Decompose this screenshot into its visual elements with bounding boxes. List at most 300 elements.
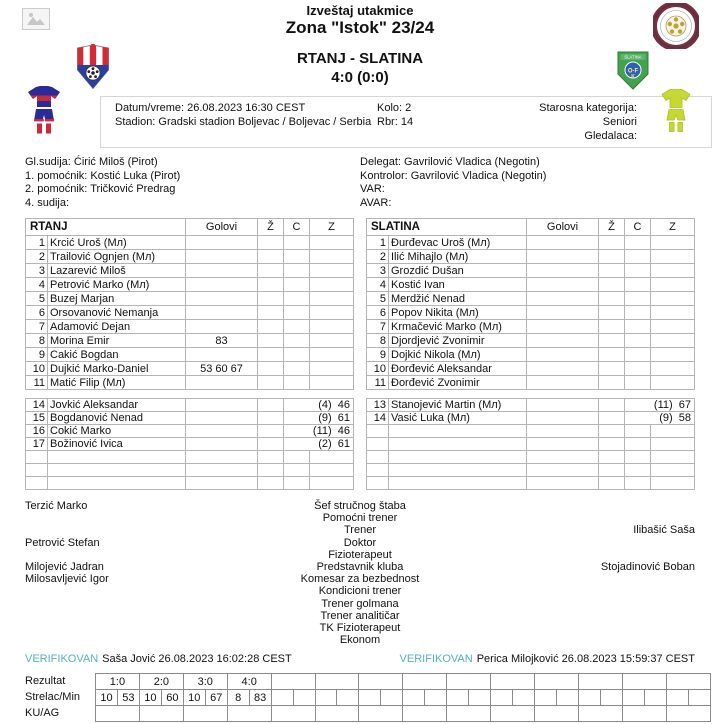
staff-home-name	[25, 634, 245, 646]
sub-cell	[651, 334, 695, 348]
verified-badge-home: VERIFIKOVAN	[25, 653, 99, 666]
staff-home-name	[25, 622, 245, 634]
staff-home-name: Milosavljević Igor	[25, 573, 109, 586]
yellow-card-cell	[599, 264, 625, 278]
yellow-card-cell	[599, 292, 625, 306]
sub-cell	[310, 250, 354, 264]
competition-title: Zona "Istok" 23/24	[285, 18, 435, 37]
staff-home-name: Terzić Marko	[25, 500, 88, 512]
yellow-card-cell	[599, 250, 625, 264]
player-number: 5	[367, 292, 389, 306]
player-row	[367, 320, 695, 334]
player-number: 10	[367, 362, 389, 376]
timeline-label-scorer: Strelac/Min	[25, 691, 81, 704]
staff-home-name: Milojević Jadran	[25, 561, 104, 574]
controller: Kontrolor: Gavrilović Vladica (Negotin)	[360, 169, 547, 182]
red-card-cell	[625, 292, 651, 306]
player-name: Božinović Ivica	[48, 438, 186, 451]
goals-column-header: Golovi	[527, 219, 599, 236]
player-goals	[527, 264, 599, 278]
player-row	[367, 348, 695, 362]
match-stadium: Stadion: Gradski stadion Boljevac / Boljevac / Serbia	[115, 116, 372, 128]
info-column-datetime	[101, 101, 377, 143]
player-row	[26, 278, 354, 292]
result-cell	[535, 674, 579, 690]
yellow-card-cell	[599, 348, 625, 362]
staff-role: TK Fizioterapeut	[319, 622, 401, 635]
rosters-section	[25, 218, 695, 490]
player-row	[367, 250, 695, 264]
player-number: 14	[26, 399, 48, 412]
player-name: Orsovanović Nemanja	[48, 306, 186, 320]
player-goals	[185, 425, 257, 438]
timeline-label-result: Rezultat	[25, 675, 66, 688]
red-card-cell	[284, 334, 310, 348]
staff-away-name	[475, 585, 695, 597]
player-number: 11	[26, 376, 48, 390]
result-cell: 4:0	[227, 674, 271, 690]
substitution-info: (11) 67	[625, 399, 695, 412]
result-cell: 1:0	[96, 674, 140, 690]
red-card-cell	[625, 236, 651, 250]
player-row	[26, 292, 354, 306]
scorer-cell	[447, 690, 469, 706]
minute-cell	[557, 690, 579, 706]
player-goals	[186, 320, 258, 334]
player-row	[26, 376, 354, 390]
sub-cell	[310, 292, 354, 306]
player-name: Popov Nikita (Мл)	[389, 306, 527, 320]
result-cell: 2:0	[139, 674, 183, 690]
substitute-row	[367, 412, 695, 425]
substitution-info: (2) 61	[283, 438, 353, 451]
kuag-cell	[403, 706, 447, 722]
kuag-cell	[183, 706, 227, 722]
red-card-cell	[625, 320, 651, 334]
home-team-roster	[25, 218, 354, 490]
officials-referees	[25, 156, 360, 210]
sub-column-header: Z	[651, 219, 695, 236]
player-name: Dujkić Marko-Daniel	[48, 362, 186, 376]
timeline-label-kuag: KU/AG	[25, 707, 60, 720]
yellow-card-cell	[257, 425, 283, 438]
kuag-cell	[666, 706, 710, 722]
player-number: 6	[367, 306, 389, 320]
staff-row	[25, 598, 695, 610]
player-number: 14	[367, 412, 389, 425]
staff-away-name: Ilibašić Saša	[633, 524, 695, 537]
player-goals	[185, 438, 257, 451]
player-name: Kostić Ivan	[389, 278, 527, 292]
player-name: Stanojević Martin (Мл)	[389, 399, 527, 412]
timeline-row-labels	[25, 673, 95, 722]
yellow-card-cell	[257, 399, 283, 412]
goal-timeline-table	[95, 673, 711, 722]
player-goals: 53 60 67	[186, 362, 258, 376]
staff-away-name: Stojadinović Boban	[600, 561, 695, 574]
sub-cell	[651, 278, 695, 292]
scorer-cell	[359, 690, 381, 706]
yellow-card-cell	[258, 376, 284, 390]
player-goals	[527, 250, 599, 264]
substitutes-table	[25, 398, 354, 490]
player-row	[367, 236, 695, 250]
officials-delegates	[360, 156, 546, 210]
red-card-cell	[625, 362, 651, 376]
minute-cell	[513, 690, 535, 706]
yellow-card-cell	[258, 264, 284, 278]
player-number: 3	[367, 264, 389, 278]
yellow-card-cell	[599, 412, 625, 425]
player-name: Matić Filip (Мл)	[48, 376, 186, 390]
player-name: Đurđevac Uroš (Мл)	[389, 236, 527, 250]
player-name: Đorđević Zvonimir	[389, 376, 527, 390]
red-card-cell	[284, 362, 310, 376]
staff-role: Fizioterapeut	[328, 548, 392, 561]
result-cell	[315, 674, 359, 690]
player-number: 17	[26, 438, 48, 451]
red-card-cell	[284, 264, 310, 278]
player-row	[367, 292, 695, 306]
svg-text:K: K	[631, 74, 635, 80]
sub-cell	[310, 376, 354, 390]
player-number: 8	[26, 334, 48, 348]
scorer-cell: 10	[96, 690, 118, 706]
match-number: Rbr: 14	[377, 116, 414, 128]
minute-cell	[688, 690, 710, 706]
player-goals	[527, 348, 599, 362]
minute-cell	[425, 690, 447, 706]
scorer-cell	[622, 690, 644, 706]
empty-substitute-row	[367, 477, 695, 490]
scorer-cell: 10	[139, 690, 161, 706]
staff-role: Doktor	[343, 536, 377, 549]
player-goals	[186, 250, 258, 264]
player-goals	[527, 320, 599, 334]
player-number: 15	[26, 412, 48, 425]
yellow-card-cell	[258, 362, 284, 376]
player-name: Đorđević Aleksandar	[389, 362, 527, 376]
staff-role: Pomoćni trener	[322, 512, 398, 525]
starters-table	[25, 218, 354, 390]
player-name: Adamović Dejan	[48, 320, 186, 334]
player-name: Krcić Uroš (Мл)	[48, 236, 186, 250]
goal-timeline-section	[25, 673, 720, 722]
player-number: 9	[367, 348, 389, 362]
player-goals: 83	[186, 334, 258, 348]
player-goals	[527, 399, 599, 412]
staff-row	[25, 610, 695, 622]
staff-row	[25, 622, 695, 634]
player-row	[26, 306, 354, 320]
player-goals	[527, 278, 599, 292]
yellow-card-cell	[258, 320, 284, 334]
player-name: Morina Emir	[48, 334, 186, 348]
red-card-cell	[625, 264, 651, 278]
player-number: 2	[367, 250, 389, 264]
player-row	[367, 264, 695, 278]
player-row	[367, 278, 695, 292]
red-card-cell	[284, 278, 310, 292]
verification-home	[25, 653, 292, 666]
staff-row	[25, 500, 695, 512]
roster-header-row	[367, 219, 695, 236]
player-name: Bogdanović Nenad	[48, 412, 186, 425]
player-name: Vasić Luka (Мл)	[389, 412, 527, 425]
yellow-card-cell	[599, 399, 625, 412]
sub-cell	[651, 264, 695, 278]
staff-row	[25, 512, 695, 524]
var-official: VAR:	[360, 183, 385, 195]
kuag-cell	[96, 706, 140, 722]
player-goals	[527, 362, 599, 376]
player-name: Cakić Bogdan	[48, 348, 186, 362]
staff-home-name	[25, 585, 245, 597]
kuag-cell	[359, 706, 403, 722]
staff-away-name	[475, 549, 695, 561]
yellow-card-cell	[257, 438, 283, 451]
player-number: 1	[367, 236, 389, 250]
minute-cell	[600, 690, 622, 706]
away-kit-icon	[660, 89, 692, 135]
match-title: RTANJ - SLATINA	[296, 50, 424, 67]
scorer-cell	[403, 690, 425, 706]
officials-section	[25, 156, 720, 210]
red-card-cell	[284, 292, 310, 306]
sub-column-header: Z	[310, 219, 354, 236]
scorer-cell: 10	[183, 690, 205, 706]
minute-cell: 60	[161, 690, 183, 706]
kuag-cell	[622, 706, 666, 722]
player-row	[367, 376, 695, 390]
player-goals	[527, 412, 599, 425]
player-name: Djordjević Zvonimir	[389, 334, 527, 348]
delegate: Delegat: Gavrilović Vladica (Negotin)	[360, 156, 540, 168]
sub-cell	[651, 306, 695, 320]
player-number: 16	[26, 425, 48, 438]
match-info-box	[100, 96, 712, 148]
player-name: Buzej Marjan	[48, 292, 186, 306]
player-goals	[186, 348, 258, 362]
sub-cell	[310, 278, 354, 292]
red-card-column-header: C	[284, 219, 310, 236]
verified-badge-away: VERIFIKOVAN	[399, 653, 473, 666]
substitution-info: (9) 58	[625, 412, 695, 425]
minute-cell: 53	[117, 690, 139, 706]
fourth-official: 4. sudija:	[25, 196, 70, 209]
player-number: 10	[26, 362, 48, 376]
verification-away-text: Perica Milojković 26.08.2023 15:59:37 CEST	[476, 653, 695, 666]
staff-role: Komesar za bezbednost	[300, 573, 420, 586]
staff-role: Ekonom	[339, 634, 381, 647]
red-card-cell	[284, 306, 310, 320]
starters-table	[366, 218, 695, 390]
player-number: 4	[26, 278, 48, 292]
player-name: Ilić Mihajlo (Мл)	[389, 250, 527, 264]
kuag-cell	[315, 706, 359, 722]
empty-substitute-row	[367, 438, 695, 451]
minute-cell	[381, 690, 403, 706]
minute-cell: 83	[249, 690, 271, 706]
scorer-minute-row	[96, 690, 711, 706]
player-goals	[527, 236, 599, 250]
result-cell	[403, 674, 447, 690]
staff-home-name	[25, 610, 245, 622]
scorer-cell: 8	[227, 690, 249, 706]
player-goals	[186, 264, 258, 278]
sub-cell	[651, 292, 695, 306]
scorer-cell	[491, 690, 513, 706]
player-row	[26, 236, 354, 250]
player-goals	[527, 292, 599, 306]
staff-away-name	[475, 598, 695, 610]
minute-cell: 67	[205, 690, 227, 706]
report-title: Izveštaj utakmice	[306, 3, 414, 18]
main-referee: Gl.sudija: Ćirić Miloš (Pirot)	[25, 156, 158, 168]
scorer-cell	[666, 690, 688, 706]
player-name: Petrović Marko (Мл)	[48, 278, 186, 292]
scorer-cell	[535, 690, 557, 706]
staff-role: Trener analitičar	[320, 609, 400, 622]
player-number: 7	[367, 320, 389, 334]
player-name: Lazarević Miloš	[48, 264, 186, 278]
match-datetime: Datum/vreme: 26.08.2023 16:30 CEST	[115, 102, 306, 114]
player-row	[26, 362, 354, 376]
yellow-card-cell	[599, 334, 625, 348]
kuag-cell	[535, 706, 579, 722]
sub-cell	[651, 320, 695, 334]
sub-cell	[310, 306, 354, 320]
age-category: Starosna kategorija: Seniori	[539, 102, 637, 128]
empty-substitute-row	[367, 425, 695, 438]
red-card-cell	[625, 334, 651, 348]
yellow-card-column-header: Ž	[258, 219, 284, 236]
away-team-roster	[366, 218, 695, 490]
verification-away	[400, 653, 695, 666]
kuag-cell	[447, 706, 491, 722]
svg-text:SLATINA: SLATINA	[624, 54, 642, 60]
yellow-card-cell	[599, 362, 625, 376]
roster-header-row	[26, 219, 354, 236]
red-card-cell	[625, 306, 651, 320]
kuag-cell	[271, 706, 315, 722]
kuag-cell	[578, 706, 622, 722]
staff-role: Kondicioni trener	[318, 585, 402, 598]
staff-row	[25, 634, 695, 646]
player-row	[26, 348, 354, 362]
player-row	[367, 362, 695, 376]
substitute-row	[367, 399, 695, 412]
yellow-card-cell	[258, 292, 284, 306]
match-round: Kolo: 2	[377, 102, 412, 114]
away-club-crest-icon	[617, 50, 649, 90]
yellow-card-cell	[599, 376, 625, 390]
staff-away-name	[475, 573, 695, 585]
empty-substitute-row	[26, 477, 354, 490]
red-card-cell	[284, 250, 310, 264]
staff-away-name	[475, 512, 695, 524]
scorer-cell	[271, 690, 293, 706]
result-cell	[447, 674, 491, 690]
yellow-card-cell	[257, 412, 283, 425]
sub-cell	[310, 320, 354, 334]
player-number: 4	[367, 278, 389, 292]
player-goals	[527, 376, 599, 390]
red-card-column-header: C	[625, 219, 651, 236]
assistant-referee-1: 1. pomoćnik: Kostić Luka (Pirot)	[25, 169, 181, 182]
result-cell	[578, 674, 622, 690]
staff-row	[25, 537, 695, 549]
staff-row	[25, 585, 695, 597]
player-number: 6	[26, 306, 48, 320]
player-name: Jovkić Aleksandar	[48, 399, 186, 412]
goals-column-header: Golovi	[186, 219, 258, 236]
kuag-cell	[227, 706, 271, 722]
staff-away-name	[475, 500, 695, 512]
broken-image-icon	[22, 8, 50, 30]
home-club-crest-icon	[76, 44, 110, 90]
assistant-referee-2: 2. pomoćnik: Tričković Predrag	[25, 183, 176, 195]
sub-cell	[310, 348, 354, 362]
staff-role: Predstavnik kluba	[316, 561, 404, 574]
verification-home-text: Saša Jović 26.08.2023 16:02:28 CEST	[102, 653, 292, 666]
minute-cell	[469, 690, 491, 706]
yellow-card-cell	[258, 236, 284, 250]
kuag-cell	[491, 706, 535, 722]
player-number: 5	[26, 292, 48, 306]
staff-row	[25, 524, 695, 536]
red-card-cell	[284, 320, 310, 334]
player-number: 3	[26, 264, 48, 278]
info-column-round	[377, 101, 507, 143]
red-card-cell	[625, 348, 651, 362]
player-name: Grozdić Dušan	[389, 264, 527, 278]
sub-cell	[310, 334, 354, 348]
yellow-card-cell	[599, 320, 625, 334]
red-card-cell	[625, 376, 651, 390]
sub-cell	[651, 348, 695, 362]
player-row	[26, 320, 354, 334]
substitute-row	[26, 412, 354, 425]
staff-role: Trener	[344, 524, 376, 537]
federation-logo-icon	[653, 3, 699, 49]
yellow-card-cell	[258, 334, 284, 348]
yellow-card-column-header: Ž	[599, 219, 625, 236]
player-number: 1	[26, 236, 48, 250]
team-name: RTANJ	[26, 219, 186, 236]
report-header	[0, 0, 720, 92]
player-number: 8	[367, 334, 389, 348]
kuag-row	[96, 706, 711, 722]
substitute-row	[26, 438, 354, 451]
staff-role: Trener golmana	[321, 597, 399, 610]
sub-cell	[651, 250, 695, 264]
scorer-cell	[578, 690, 600, 706]
yellow-card-cell	[258, 306, 284, 320]
player-number: 7	[26, 320, 48, 334]
player-name: Cokić Marko	[48, 425, 186, 438]
sub-cell	[651, 376, 695, 390]
player-row	[367, 334, 695, 348]
sub-cell	[651, 236, 695, 250]
result-cell	[271, 674, 315, 690]
player-goals	[186, 292, 258, 306]
player-name: Trailović Ognjen (Мл)	[48, 250, 186, 264]
staff-away-name	[475, 537, 695, 549]
sub-cell	[310, 362, 354, 376]
substitution-info: (9) 61	[283, 412, 353, 425]
substitution-info: (4) 46	[283, 399, 353, 412]
